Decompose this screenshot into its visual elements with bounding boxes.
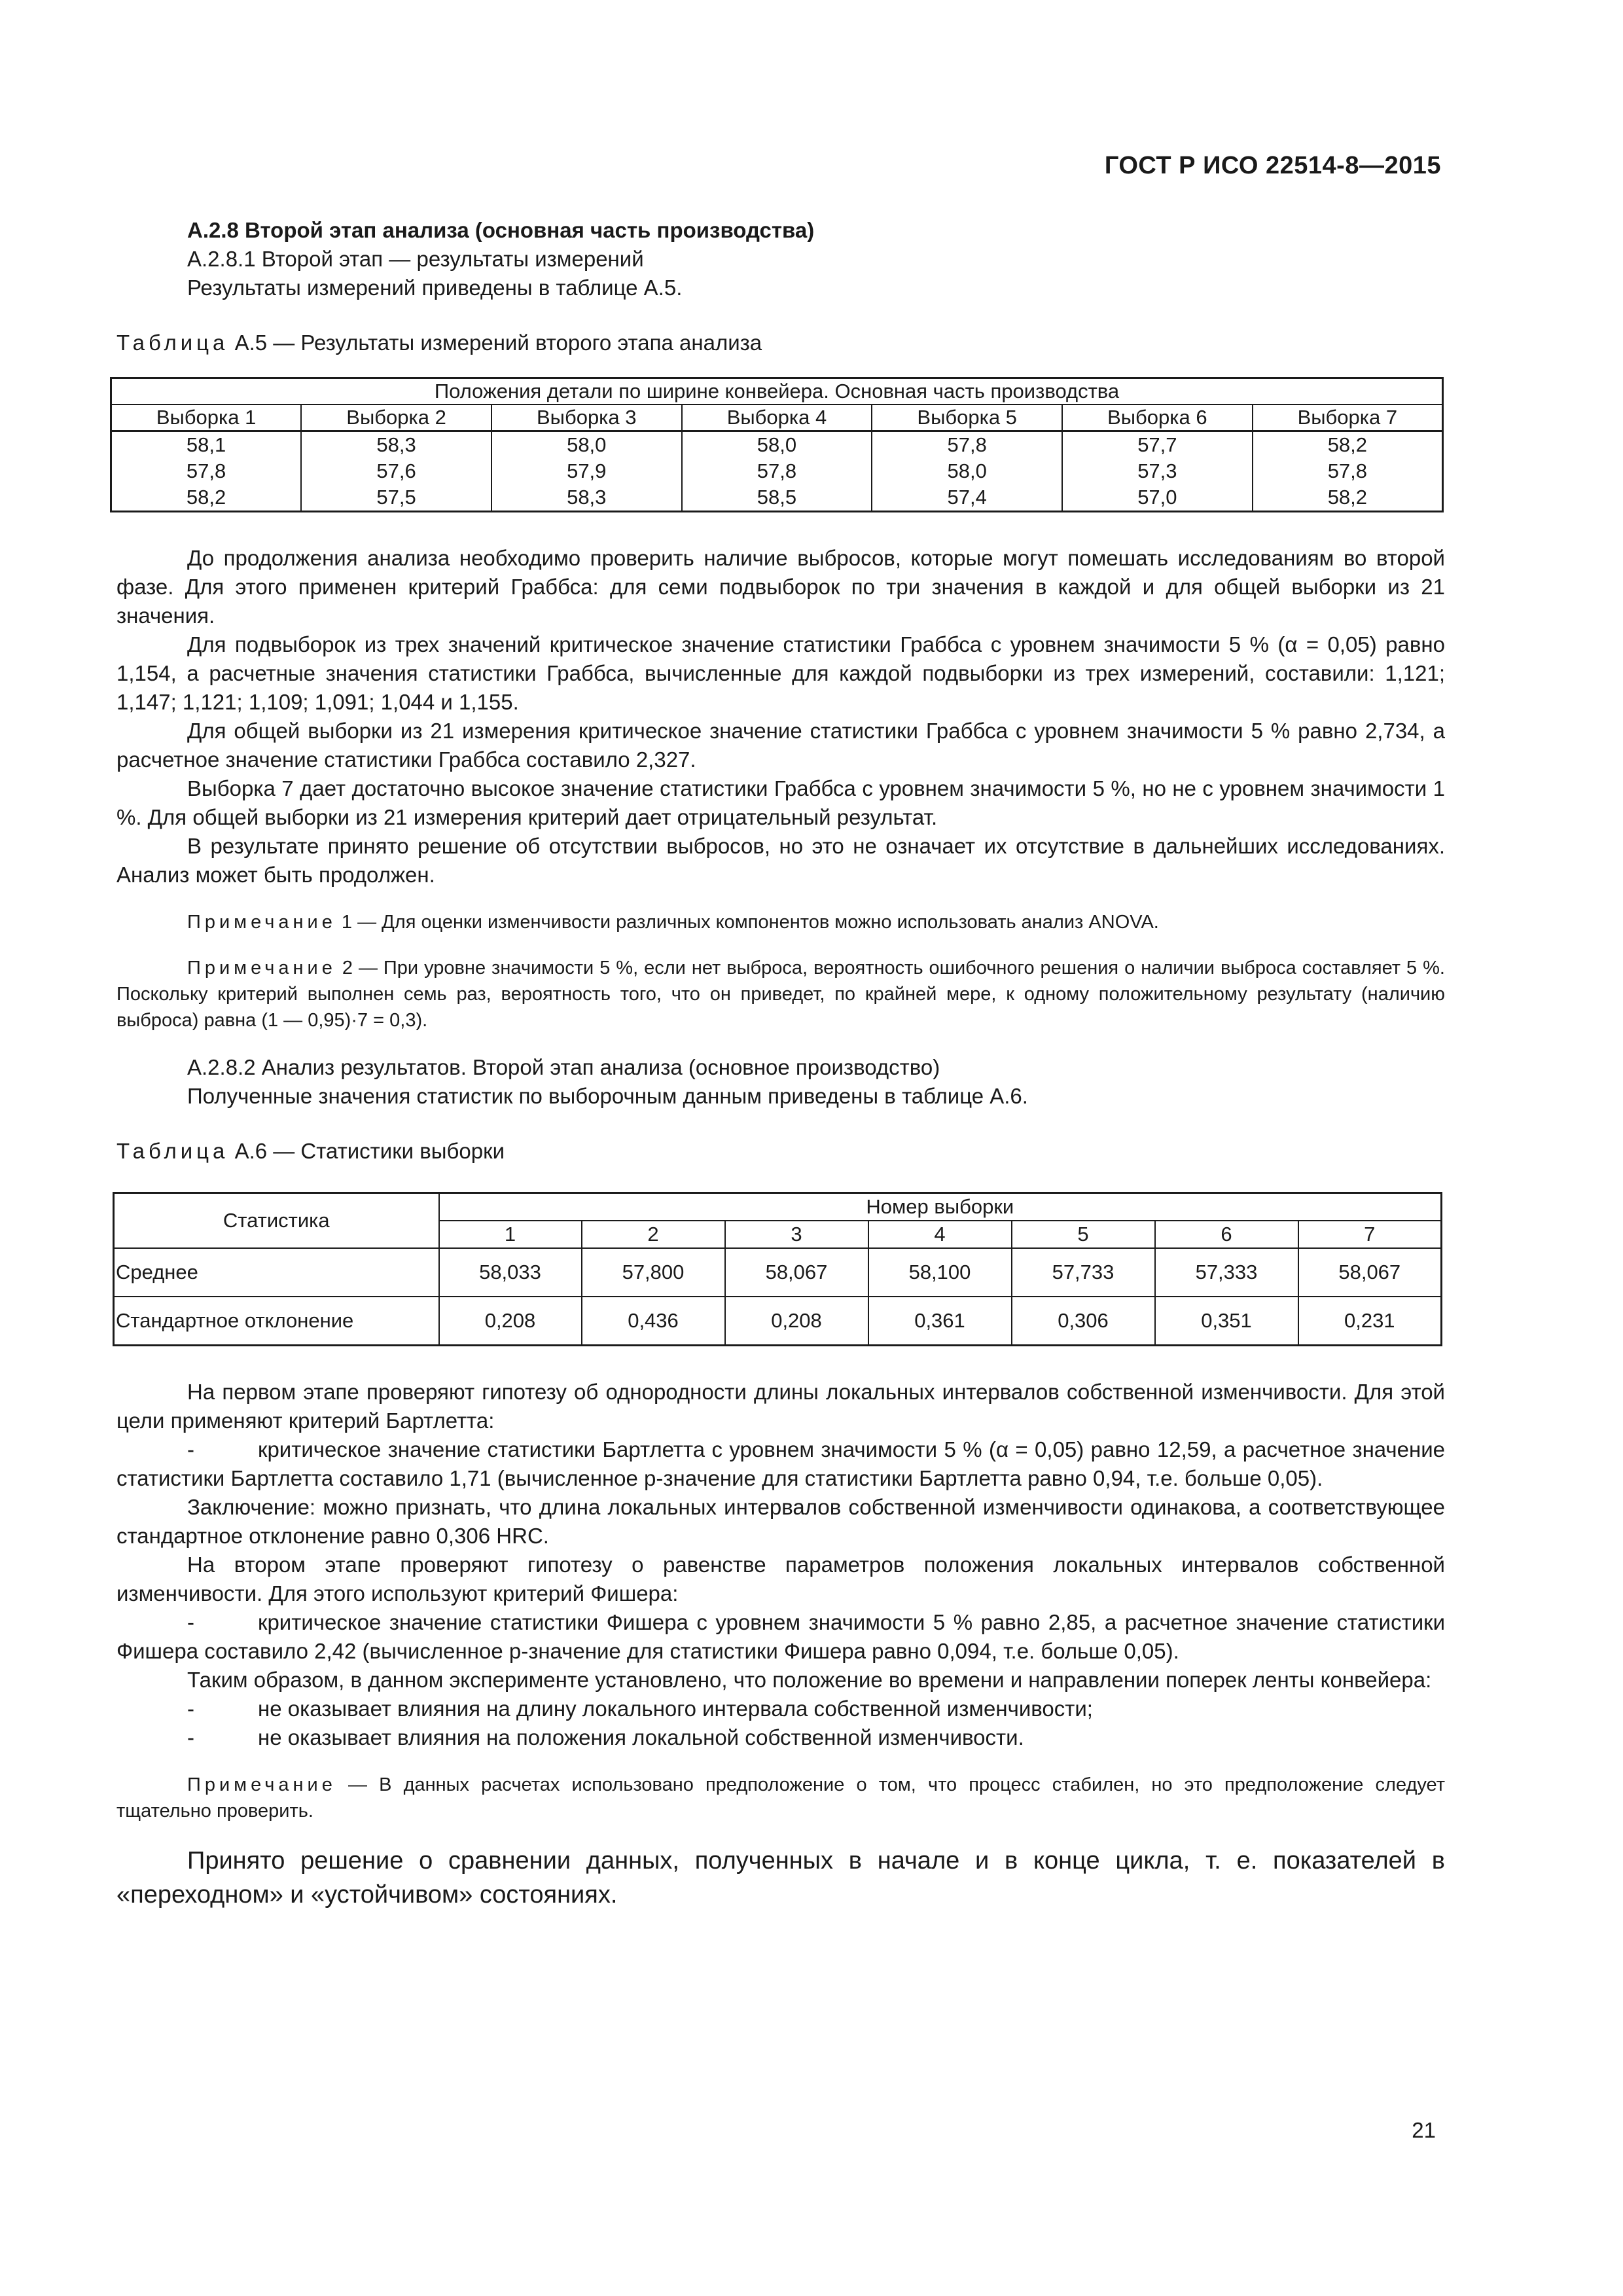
dash-item-text: критическое значение статистики Бартлетта с уровнем значимости 5 % (α = 0,05) равно 12,59, а расчетное значение статистики Бартлетта составило 1,71 (вычисленное p-значение для статистики Бартлетта равно 0,94, т.е. больше 0,05).: [116, 1437, 1445, 1490]
conclusion: Принято решение о сравнении данных, полученных в начале и в конце цикла, т. е. показателей в «переходном» и «устойчивом» состояниях.: [116, 1847, 1445, 1909]
paragraph: Для подвыборок из трех значений критическое значение статистики Граббса с уровнем значимости 5 % (α = 0,05) равно 1,154, а расчетные значения статистики Граббса, вычисленные для каждой подвыборки из трех измерений, составили: 1,121; 1,147; 1,121; 1,109; 1,091; 1,044 и 1,155.: [116, 632, 1445, 714]
page-content: [116, 216, 1445, 1912]
paragraph: В результате принято решение об отсутствии выбросов, но это не означает их отсутствие в дальнейших исследованиях. Анализ может быть продолжен.: [116, 834, 1445, 887]
page-number: 21: [1412, 2118, 1436, 2142]
table-cell: 57,8: [111, 458, 302, 484]
column-header: Выборка 2: [301, 404, 491, 431]
note-3: [116, 1772, 1445, 1824]
table-cell: 58,100: [868, 1248, 1012, 1297]
table-cell: 57,6: [301, 458, 491, 484]
note-label: Примечание: [187, 912, 336, 933]
paragraph: Заключение: можно признать, что длина локальных интервалов собственной изменчивости одинакова, а соответствующее стандартное отклонение равно 0,306 HRC.: [116, 1495, 1445, 1548]
table-cell: 58,3: [301, 431, 491, 459]
table-cell: 0,436: [582, 1297, 725, 1346]
dash-item: [116, 1435, 1445, 1493]
subsection-text: Результаты измерений приведены в таблице А.5.: [187, 276, 683, 300]
row-label: Среднее: [114, 1248, 439, 1297]
column-header: Выборка 4: [682, 404, 872, 431]
row-label: Стандартное отклонение: [114, 1297, 439, 1346]
table-row: [114, 1248, 1442, 1297]
table-cell: 58,3: [491, 484, 682, 512]
table-a5-caption: [116, 329, 1445, 357]
table-cell: 0,208: [439, 1297, 582, 1346]
note-label: Примечание: [187, 1774, 336, 1795]
dash-mark: -: [187, 1610, 194, 1634]
column-header: 7: [1298, 1221, 1442, 1248]
table-a5-group-header: Положения детали по ширине конвейера. Основная часть производства: [111, 378, 1443, 405]
table-a6: [113, 1192, 1442, 1346]
table-cell: 57,800: [582, 1248, 725, 1297]
section-title: А.2.8 Второй этап анализа (основная часть производства): [187, 218, 815, 242]
table-row: [111, 431, 1443, 459]
column-header: Выборка 1: [111, 404, 302, 431]
table-cell: 0,306: [1012, 1297, 1155, 1346]
column-header: 5: [1012, 1221, 1155, 1248]
paragraph: На первом этапе проверяют гипотезу об однородности длины локальных интервалов собственной изменчивости. Для этой цели применяют критерий Бартлетта:: [116, 1380, 1445, 1433]
caption-text: А.6 — Статистики выборки: [234, 1139, 505, 1163]
table-a6-group-header: Номер выборки: [439, 1193, 1442, 1221]
subsection-text: Полученные значения статистик по выборочным данным приведены в таблице А.6.: [187, 1084, 1028, 1108]
dash-mark: -: [187, 1696, 194, 1721]
note-text: 2 — При уровне значимости 5 %, если нет выброса, вероятность ошибочного решения о наличии выброса составляет 5 %. Поскольку критерий выполнен семь раз, вероятность того, что он приведет, по крайней мере, к одному положительному результату (наличию выброса) равна (1 — 0,95)·7 = 0,3).: [116, 958, 1445, 1031]
column-header: Выборка 3: [491, 404, 682, 431]
table-cell: 0,351: [1155, 1297, 1298, 1346]
table-cell: 58,2: [1253, 484, 1443, 512]
dash-item: [116, 1723, 1445, 1752]
table-row: [111, 484, 1443, 512]
table-cell: 0,361: [868, 1297, 1012, 1346]
paragraph: На втором этапе проверяют гипотезу о равенстве параметров положения локальных интервалов собственной изменчивости. Для этого используют критерий Фишера:: [116, 1552, 1445, 1605]
table-cell: 57,9: [491, 458, 682, 484]
column-header: 4: [868, 1221, 1012, 1248]
table-cell: 57,7: [1062, 431, 1253, 459]
note-text: 1 — Для оценки изменчивости различных компонентов можно использовать анализ ANOVA.: [336, 912, 1159, 933]
column-header: Выборка 6: [1062, 404, 1253, 431]
table-cell: 58,2: [111, 484, 302, 512]
table-cell: 57,733: [1012, 1248, 1155, 1297]
table-cell: 58,2: [1253, 431, 1443, 459]
column-header: 6: [1155, 1221, 1298, 1248]
table-cell: 58,067: [1298, 1248, 1442, 1297]
table-cell: 57,4: [872, 484, 1062, 512]
table-cell: 0,231: [1298, 1297, 1442, 1346]
note-1: [116, 909, 1445, 935]
table-row: [114, 1297, 1442, 1346]
subsection-title: А.2.8.2 Анализ результатов. Второй этап анализа (основное производство): [187, 1055, 940, 1079]
caption-label: Таблица: [116, 331, 229, 355]
dash-item: [116, 1695, 1445, 1723]
dash-mark: -: [187, 1437, 194, 1462]
note-text: — В данных расчетах использовано предположение о том, что процесс стабилен, но это предположение следует тщательно проверить.: [116, 1774, 1445, 1821]
paragraph: Выборка 7 дает достаточно высокое значение статистики Граббса с уровнем значимости 5 %, но не с уровнем значимости 1 %. Для общей выборки из 21 измерения критерий дает отрицательный результат.: [116, 776, 1445, 829]
stat-header: Статистика: [114, 1193, 439, 1249]
column-header: 2: [582, 1221, 725, 1248]
table-cell: 57,333: [1155, 1248, 1298, 1297]
table-cell: 57,8: [1253, 458, 1443, 484]
dash-item-text: не оказывает влияния на положения локальной собственной изменчивости.: [258, 1725, 1024, 1749]
dash-mark: -: [187, 1725, 194, 1749]
table-cell: 57,8: [682, 458, 872, 484]
table-a5: [110, 377, 1444, 512]
table-cell: 58,1: [111, 431, 302, 459]
table-cell: 0,208: [725, 1297, 868, 1346]
caption-text: А.5 — Результаты измерений второго этапа анализа: [234, 331, 762, 355]
paragraph: Для общей выборки из 21 измерения критическое значение статистики Граббса с уровнем значимости 5 % равно 2,734, а расчетное значение статистики Граббса составило 2,327.: [116, 719, 1445, 772]
table-cell: 57,0: [1062, 484, 1253, 512]
table-a6-caption: [116, 1137, 1445, 1166]
document-code: ГОСТ Р ИСО 22514-8—2015: [1104, 152, 1441, 179]
column-header: Выборка 5: [872, 404, 1062, 431]
table-cell: 57,3: [1062, 458, 1253, 484]
table-cell: 58,033: [439, 1248, 582, 1297]
caption-label: Таблица: [116, 1139, 229, 1163]
note-2: [116, 955, 1445, 1033]
column-header: 3: [725, 1221, 868, 1248]
dash-item-text: не оказывает влияния на длину локального интервала собственной изменчивости;: [258, 1696, 1093, 1721]
dash-item-text: критическое значение статистики Фишера с уровнем значимости 5 % равно 2,85, а расчетное значение статистики Фишера составило 2,42 (вычисленное p-значение для статистики Фишера равно 0,094, т.е. больше 0,05).: [116, 1610, 1445, 1663]
table-row: [111, 458, 1443, 484]
table-cell: 58,0: [682, 431, 872, 459]
column-header: Выборка 7: [1253, 404, 1443, 431]
table-cell: 58,0: [872, 458, 1062, 484]
table-cell: 58,0: [491, 431, 682, 459]
column-header: 1: [439, 1221, 582, 1248]
paragraph: Таким образом, в данном эксперименте установлено, что положение во времени и направлении поперек ленты конвейера:: [187, 1668, 1432, 1692]
dash-item: [116, 1608, 1445, 1666]
table-cell: 57,5: [301, 484, 491, 512]
table-cell: 58,5: [682, 484, 872, 512]
subsection-title: А.2.8.1 Второй этап — результаты измерений: [187, 247, 644, 271]
table-cell: 58,067: [725, 1248, 868, 1297]
paragraph: До продолжения анализа необходимо проверить наличие выбросов, которые могут помешать исследованиям во второй фазе. Для этого применен критерий Граббса: для семи подвыборок по три значения в каждой и для общей выборки из 21 значения.: [116, 546, 1445, 628]
table-cell: 57,8: [872, 431, 1062, 459]
note-label: Примечание: [187, 958, 336, 978]
